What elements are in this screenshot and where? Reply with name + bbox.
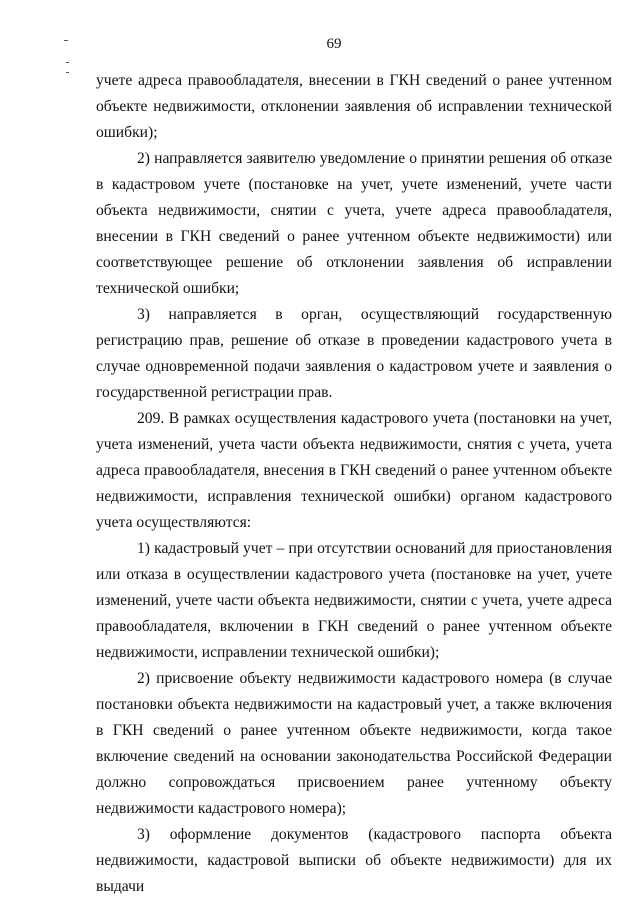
page-number: 69 bbox=[326, 36, 342, 52]
document-body bbox=[96, 68, 612, 900]
scan-mark bbox=[66, 62, 69, 63]
paragraph: 3) оформление документов (кадастрового паспорта объекта недвижимости, кадастровой выписки об объекте недвижимости) для их выдачи bbox=[96, 826, 612, 895]
paragraph: 2) направляется заявителю уведомление о принятии решения об отказе в кадастровом учете (постановке на учет, учете изменений, учете части объекта недвижимости, снятии с учета, учете адреса правообладателя, внесении в ГКН сведений о ранее учтенном объекте недвижимости) или соответствующее решение об отклонении заявления об исправлении технической ошибки; bbox=[96, 150, 612, 297]
paragraph: 3) направляется в орган, осуществляющий государственную регистрацию прав, решение об отказе в проведении кадастрового учета в случае одновременной подачи заявления о кадастровом учете и заявления о государственной регистрации прав. bbox=[96, 306, 612, 401]
paragraph: 209. В рамках осуществления кадастрового учета (постановки на учет, учета изменений, учета части объекта недвижимости, снятия с учета, учета адреса правообладателя, внесения в ГКН сведений о ранее учтенном объекте недвижимости, исправления технической ошибки) органом кадастрового учета осуществляются: bbox=[96, 410, 612, 531]
paragraph: 1) кадастровый учет – при отсутствии оснований для приостановления или отказа в осуществлении кадастрового учета (постановке на учет, учете изменений, учете части объекта недвижимости, снятии с учета, учете адреса правообладателя, включении в ГКН сведений о ранее учтенном объекте недвижимости, исправлении технической ошибки); bbox=[96, 540, 612, 661]
paragraph: учете адреса правообладателя, внесении в ГКН сведений о ранее учтенном объекте недвижимости, отклонении заявления об исправлении технической ошибки); bbox=[96, 72, 612, 141]
scan-mark bbox=[66, 72, 69, 73]
paragraph: 2) присвоение объекту недвижимости кадастрового номера (в случае постановки объекта недвижимости на кадастровый учет, а также включения в ГКН сведений о ранее учтенном объекте недвижимости, когда такое включение сведений на основании законодательства Российской Федерации должно сопровождаться присвоением ранее учтенному объекту недвижимости кадастрового номера); bbox=[96, 670, 612, 817]
